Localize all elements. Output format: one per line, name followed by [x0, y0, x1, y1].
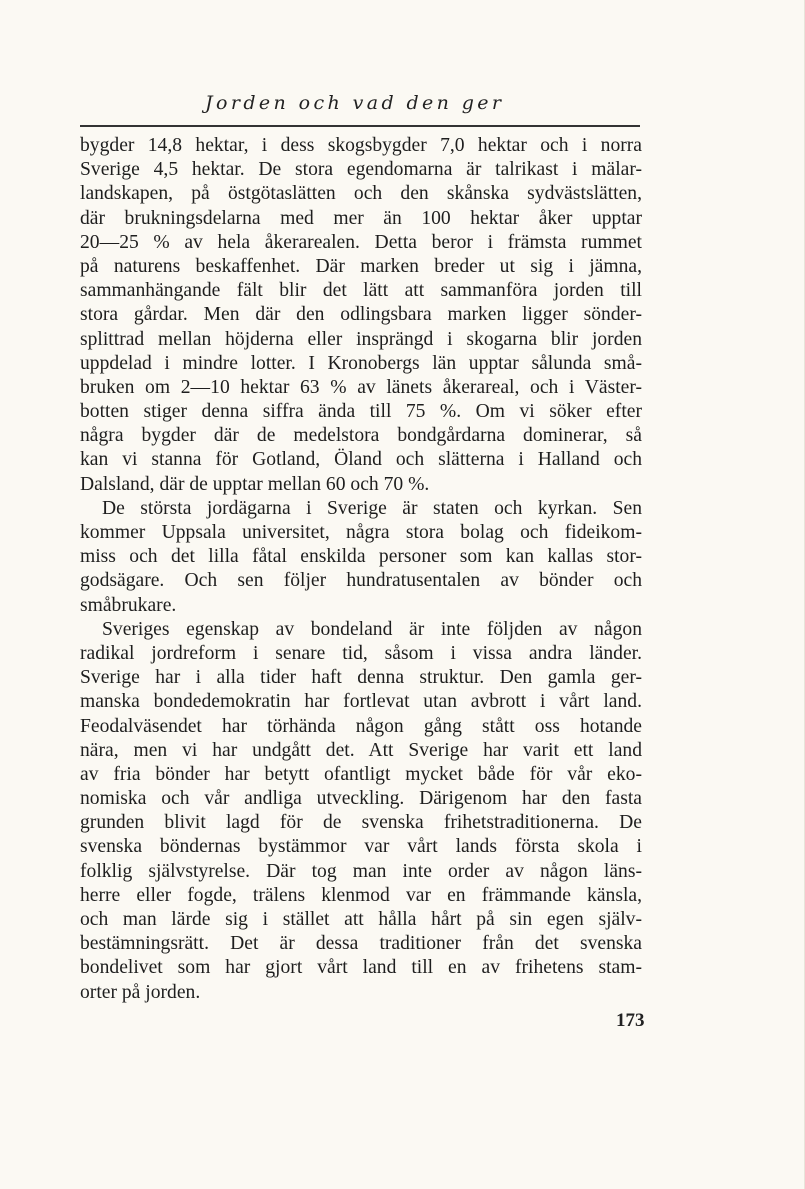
text-line: uppdelad i mindre lotter. I Kronobergs län upptar sålunda små-	[80, 352, 642, 374]
text-line: bondelivet som har gjort vårt land till en av frihetens stam-	[80, 957, 642, 979]
text-line: 20—25 % av hela åkerarealen. Detta beror i främsta rummet	[80, 231, 642, 253]
text-line: Sverige 4,5 hektar. De stora egendomarna är talrikast i mälar-	[80, 159, 642, 181]
text-line: småbrukare.	[80, 594, 177, 616]
text-line: herre eller fogde, trälens klenmod var en främmande känsla,	[80, 884, 642, 906]
text-line: botten stiger denna siffra ända till 75 %. Om vi söker efter	[80, 401, 642, 423]
text-line: av fria bönder har betytt ofantligt mycket både för vår eko-	[80, 763, 642, 785]
text-line: grunden blivit lagd för de svenska frihetstraditionerna. De	[80, 812, 642, 834]
text-line: kommer Uppsala universitet, några stora bolag och fideikom-	[80, 522, 642, 543]
text-line: och man lärde sig i stället att hålla hårt på sin egen själv-	[80, 909, 642, 930]
text-line: på naturens beskaffenhet. Där marken breder ut sig i jämna,	[80, 255, 642, 277]
text-line: kan vi stanna för Gotland, Öland och slätterna i Halland och	[80, 449, 642, 471]
text-line: stora gårdar. Men där den odlingsbara marken ligger sönder-	[80, 304, 642, 326]
text-line: miss och det lilla fåtal enskilda personer som kan kallas stor-	[80, 546, 642, 568]
text-line: bestämningsrätt. Det är dessa traditioner från det svenska	[80, 933, 642, 955]
text-line: splittrad mellan höjderna eller insprängd i skogarna blir jorden	[80, 328, 642, 350]
text-line: bruken om 2—10 hektar 63 % av länets åkerareal, och i Väster-	[80, 376, 642, 398]
text-line: Feodalväsendet har törhända någon gång stått oss hotande	[80, 715, 642, 737]
page-number: 173	[616, 1010, 645, 1031]
text-line: godsägare. Och sen följer hundratusentalen av bönder och	[80, 570, 642, 592]
text-line: Sveriges egenskap av bondeland är inte följden av någon	[102, 618, 642, 640]
text-line: där brukningsdelarna med mer än 100 hektar åker upptar	[80, 207, 642, 229]
text-line: svenska böndernas bystämmor var vårt lands första skola i	[80, 836, 642, 858]
body-text	[80, 134, 642, 1005]
header-rule	[80, 125, 640, 127]
text-line: De största jordägarna i Sverige är staten och kyrkan. Sen	[102, 497, 642, 519]
text-line: Sverige har i alla tider haft denna struktur. Den gamla ger-	[80, 667, 642, 689]
text-line: sammanhängande fält blir det lätt att sammanföra jorden till	[80, 280, 642, 302]
text-line: orter på jorden.	[80, 981, 201, 1003]
running-head: Jorden och vad den ger	[205, 92, 505, 114]
text-line: manska bondedemokratin har fortlevat utan avbrott i vårt land.	[80, 691, 642, 713]
text-line: nära, men vi har undgått det. Att Sverige har varit ett land	[80, 739, 642, 761]
text-line: bygder 14,8 hektar, i dess skogsbygder 7,0 hektar och i norra	[80, 135, 642, 156]
text-line: Dalsland, där de upptar mellan 60 och 70 %.	[80, 473, 430, 495]
text-line: folklig självstyrelse. Där tog man inte order av någon läns-	[80, 860, 642, 882]
text-line: radikal jordreform i senare tid, såsom i vissa andra länder.	[80, 642, 642, 664]
text-line: landskapen, på östgötaslätten och den skånska sydvästslätten,	[80, 183, 642, 205]
text-line: några bygder där de medelstora bondgårdarna dominerar, så	[80, 425, 642, 447]
text-line: nomiska och vår andliga utveckling. Därigenom har den fasta	[80, 788, 642, 810]
